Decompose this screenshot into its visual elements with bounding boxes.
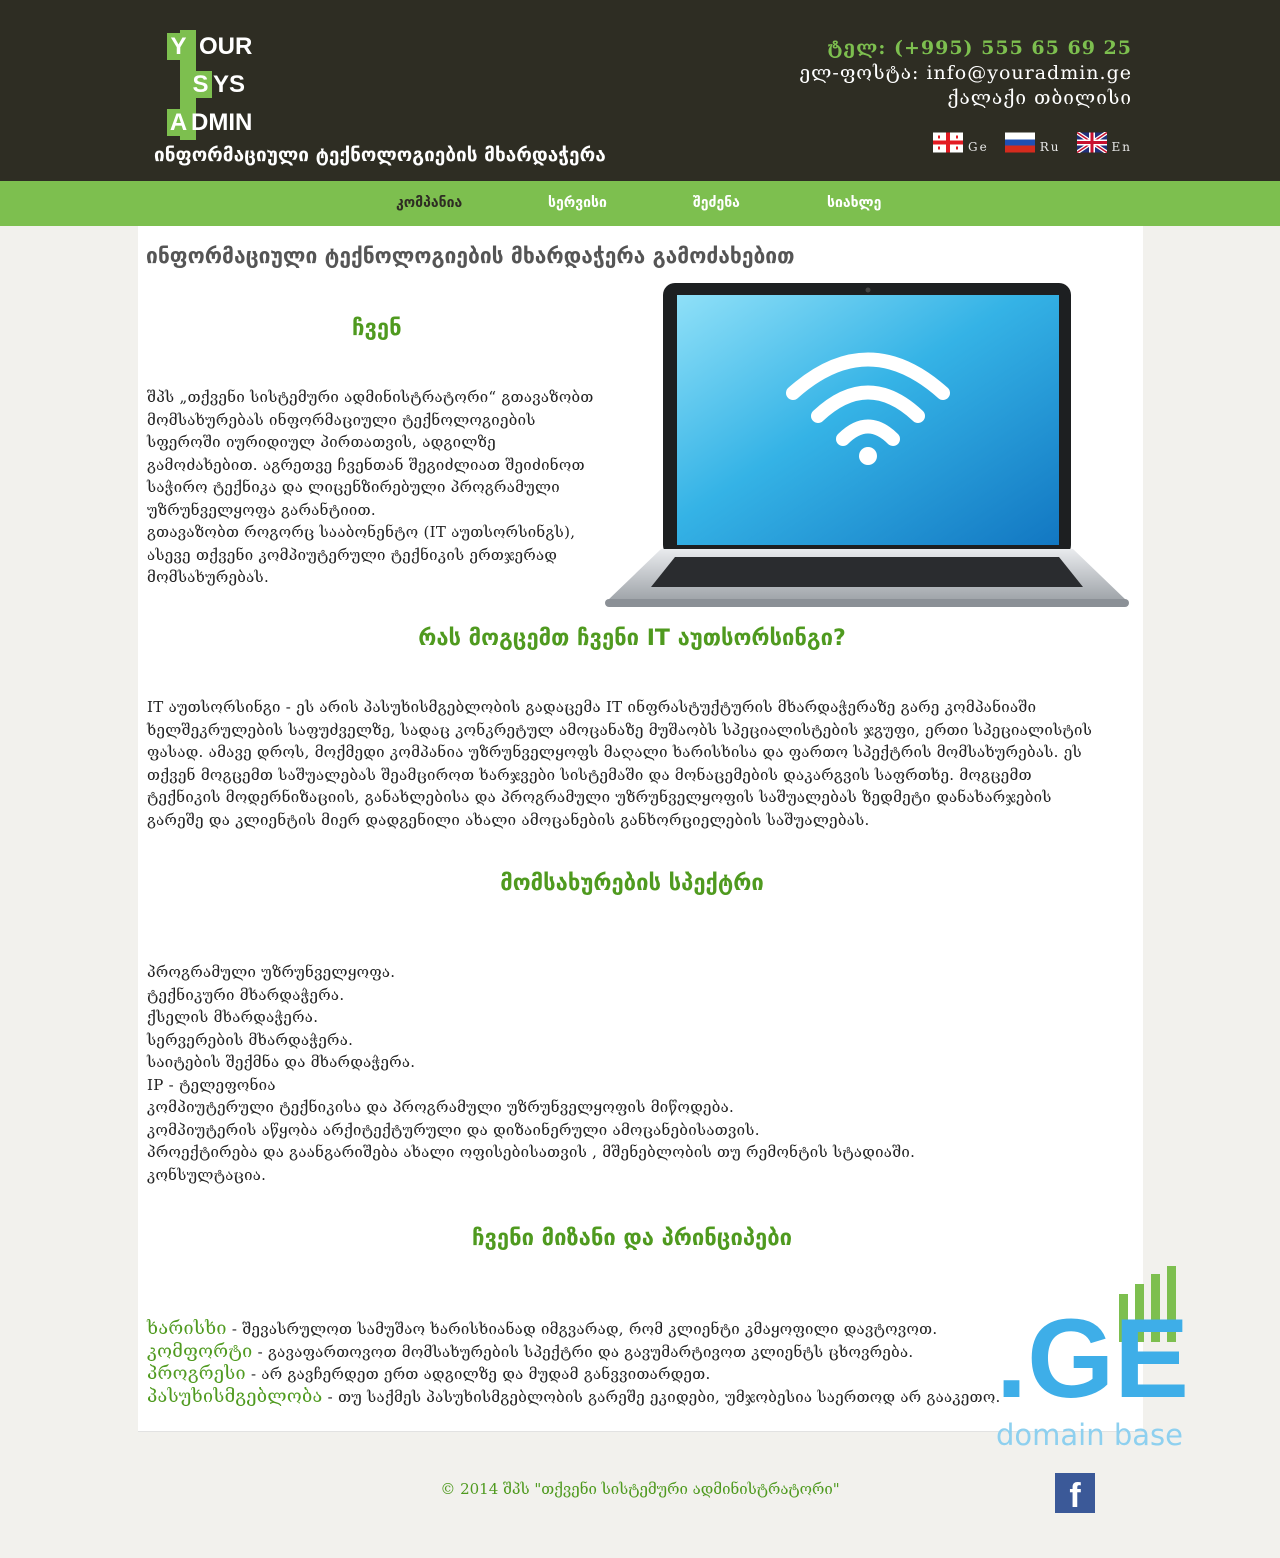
- language-ru-label: Ru: [1039, 140, 1061, 154]
- logo-word-1: OUR: [199, 33, 253, 60]
- about-heading: ჩვენ: [352, 316, 402, 341]
- footer-copyright: © 2014 შპს "თქვენი სისტემური ადმინისტრატორი": [440, 1480, 840, 1498]
- language-ge[interactable]: [933, 132, 989, 153]
- service-item: კომპიუტერული ტექნიკისა და პროგრამული უზრუნველყოფის მიწოდება.: [147, 1098, 735, 1116]
- page-title: ინფორმაციული ტექნოლოგიების მხარდაჭერა გამოძახებით: [146, 244, 795, 268]
- principles-heading: ჩვენი მიზანი და პრინციპები: [471, 1226, 793, 1251]
- about-line: შპს „თქვენი სისტემური ადმინისტრატორი“ გთავაზობთ: [147, 388, 594, 406]
- main-content: [138, 226, 1143, 1432]
- logo-word-3: DMIN: [191, 109, 253, 136]
- contact-info: [799, 36, 1132, 111]
- nav-service[interactable]: სერვისი: [548, 195, 607, 211]
- services-list: [147, 961, 915, 1186]
- about-line: მომსახურებას.: [147, 568, 270, 586]
- principle-key: ხარისხი: [147, 1318, 227, 1339]
- laptop-wifi-image: [605, 281, 1129, 611]
- facebook-icon[interactable]: f: [1055, 1473, 1095, 1513]
- service-item: IP - ტელეფონია: [147, 1075, 276, 1094]
- service-item: კომპიუტერის აწყობა არქიტექტურული და დიზაინერული ამოცანებისათვის.: [147, 1120, 760, 1139]
- principle-item: [147, 1363, 1001, 1386]
- service-item: ტექნიკური მხარდაჭერა.: [147, 985, 345, 1004]
- domain-logo-text: .GE: [996, 1296, 1189, 1421]
- about-text: [147, 386, 594, 589]
- about-line: გამოძახებით. აგრეთვე ჩვენთან შეგიძლიათ შეიძინოთ: [147, 455, 585, 474]
- about-line: სფეროში იურიდიულ პირთათვის, ადგილზე: [147, 433, 496, 451]
- principle-key: პროგრესი: [147, 1363, 246, 1384]
- service-item: ქსელის მხარდაჭერა.: [147, 1008, 319, 1026]
- language-en-label: En: [1111, 140, 1132, 154]
- principle-item: [147, 1318, 1001, 1341]
- logo-letter-a: A: [167, 109, 190, 136]
- principle-text: - არ გავჩერდეთ ერთ ადგილზე და მუდამ განვვითარდეთ.: [245, 1365, 711, 1383]
- site-logo[interactable]: [160, 30, 280, 140]
- email-address: ელ-ფოსტა: info@youradmin.ge: [799, 62, 1132, 84]
- about-line: მომსახურებას ინფორმაციული ტექნოლოგიების: [147, 410, 536, 429]
- service-item: სერვერების მხარდაჭერა.: [147, 1030, 354, 1049]
- service-item: პროექტირება და გაანგარიშება ახალი ოფისებისათვის , მშენებლობის თუ რემონტის სტადიაში.: [147, 1143, 916, 1161]
- about-line: საჭირო ტექნიკა და ლიცენზირებული პროგრამული: [147, 478, 560, 496]
- service-item: კონსულტაცია.: [147, 1165, 267, 1184]
- language-en[interactable]: [1077, 132, 1133, 153]
- outsourcing-text: [147, 696, 1092, 831]
- service-item: პროგრამული უზრუნველყოფა.: [147, 963, 396, 981]
- outsourcing-line: ფასად. ამავე დროს, მოქმედი კომპანია უზრუნველყოფს მაღალი ხარისხისა და ფართო სპექტრის მომსახურებას. ეს: [147, 743, 1082, 761]
- about-line: ასევე თქვენი კომპიუტერული ტექნიკის ერთჯერად: [147, 545, 558, 564]
- outsourcing-line: ტექნიკის მოდერნიზაციის, განახლებისა და პროგრამული უზრუნველყოფის საშუალებას ზედმეტი დანახარჯების: [147, 788, 1052, 806]
- principle-text: - თუ საქმეს პასუხისმგებლობის გარეშე ეკიდები, უმჯობესია საერთოდ არ გააკეთო.: [322, 1387, 1001, 1406]
- domain-base-text: domain base: [996, 1418, 1183, 1452]
- nav-company[interactable]: კომპანია: [396, 195, 463, 211]
- site-tagline: ინფორმაციული ტექნოლოგიების მხარდაჭერა: [154, 144, 606, 166]
- language-ru[interactable]: [1005, 132, 1061, 153]
- language-switcher: [933, 132, 1132, 153]
- logo-letter-s: S: [189, 71, 212, 98]
- logo-word-2: YS: [213, 71, 246, 98]
- principle-item: [147, 1341, 1001, 1364]
- service-item: საიტების შექმნა და მხარდაჭერა.: [147, 1053, 416, 1071]
- uk-flag-icon: [1077, 132, 1107, 153]
- principle-text: - გავაფართოვოთ მომსახურების სპექტრი და გავუმარტივოთ კლიენტს ცხოვრება.: [252, 1342, 914, 1361]
- outsourcing-heading: რას მოგცემთ ჩვენი IT აუთსორსინგი?: [418, 626, 846, 651]
- nav-news[interactable]: სიახლე: [827, 195, 882, 211]
- about-line: გთავაზობთ როგორც სააბონენტო (IT აუთსორსინგს),: [147, 523, 576, 541]
- logo-letter-y: Y: [167, 33, 190, 60]
- nav-purchase[interactable]: შეძენა: [693, 195, 740, 211]
- outsourcing-line: IT აუთსორსინგი - ეს არის პასუხისმგებლობის გადაცემა IT ინფრასტუქტურის მხარდაჭერაზე გარე კომპანიაში: [147, 698, 1037, 716]
- city: ქალაქი თბილისი: [947, 87, 1132, 109]
- principle-text: - შევასრულოთ სამუშაო ხარისხიანად იმგვარად, რომ კლიენტი კმაყოფილი დავტოვოთ.: [226, 1320, 938, 1338]
- outsourcing-line: ხელშეკრულების საფუძველზე, სადაც კონკრეტულ ამოცანაზე მუშაობს სპეციალისტების ჯგუფი, ერთი სპეციალისტის: [147, 720, 1093, 739]
- language-ge-label: Ge: [968, 140, 989, 154]
- principle-key: პასუხისმგებლობა: [147, 1385, 323, 1407]
- about-line: უზრუნველყოფა გარანტიით.: [147, 500, 376, 519]
- services-heading: მომსახურების სპექტრი: [500, 871, 764, 896]
- georgia-flag-icon: [933, 132, 963, 153]
- phone-number: ტელ: (+995) 555 65 69 25: [827, 37, 1132, 59]
- principles-list: [147, 1318, 1001, 1408]
- russia-flag-icon: [1005, 132, 1035, 153]
- main-navigation: [0, 181, 1280, 226]
- outsourcing-line: გარეშე და კლიენტის მიერ დადგენილი ახალი ამოცანების განხორციელების საშუალებას.: [147, 810, 870, 829]
- header: [0, 0, 1280, 181]
- principle-item: [147, 1386, 1001, 1409]
- principle-key: კომფორტი: [147, 1340, 253, 1362]
- outsourcing-line: თქვენ მოგცემთ საშუალებას შეამციროთ ხარჯვები სისტემაში და მონაცემების დაკარგვის საფრთხე. მოგცემთ: [147, 765, 1032, 784]
